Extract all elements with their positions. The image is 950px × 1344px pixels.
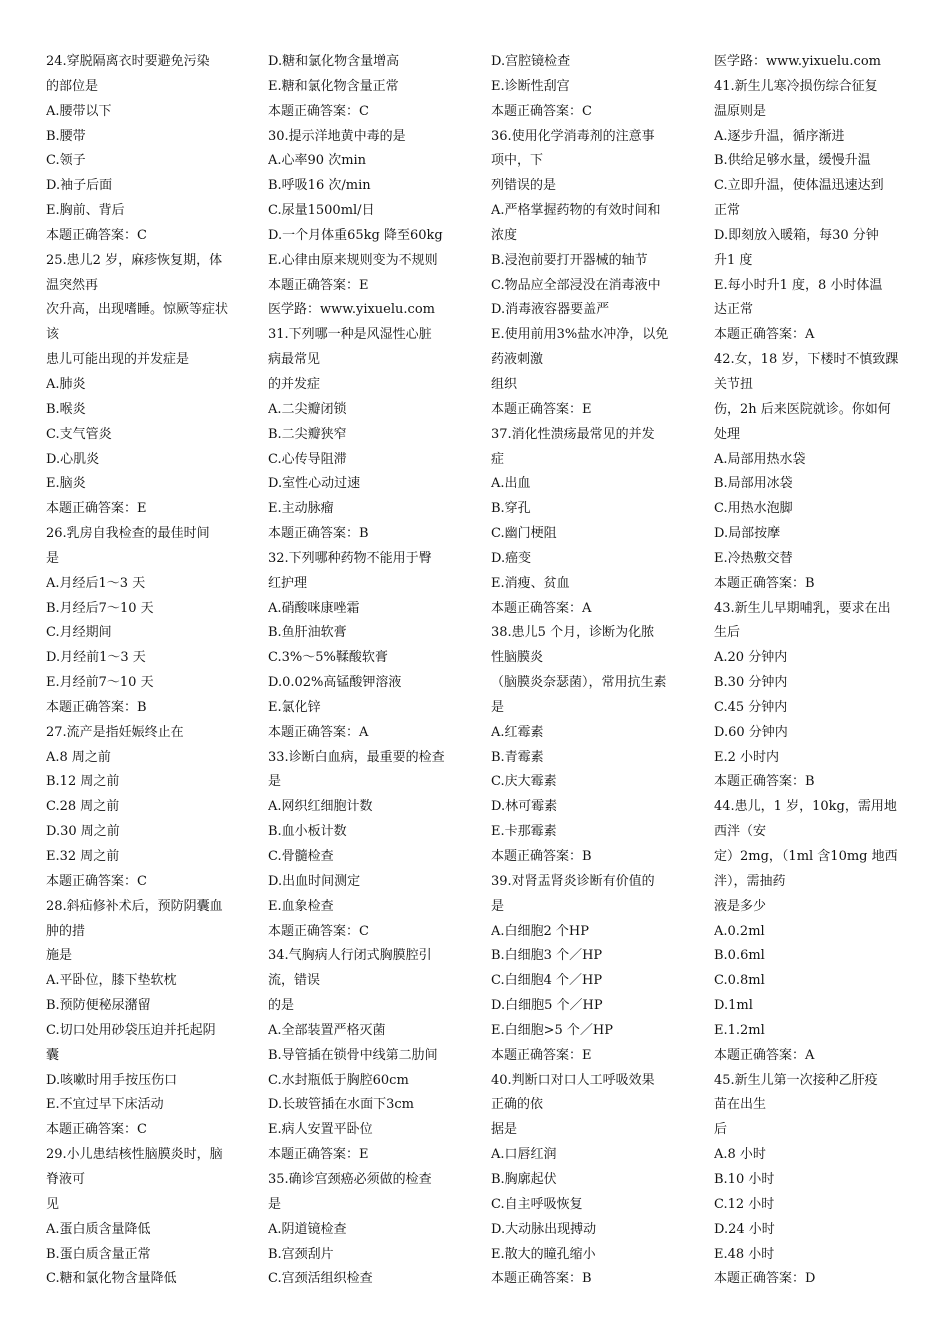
text-line: 42.女，18 岁，下楼时不慎致踝 [714, 352, 899, 368]
text-line: 浓度 [491, 227, 518, 243]
text-line: D.糖和氯化物含量增高 [268, 54, 400, 69]
text-line: 温原则是 [714, 103, 767, 119]
text-line: 见 [46, 1196, 60, 1212]
text-line: D.癌变 [491, 550, 532, 566]
text-line: A.蛋白质含量降低 [46, 1221, 151, 1237]
text-line: E.氯化锌 [268, 699, 321, 715]
text-line: E.糖和氯化物含量正常 [268, 78, 399, 94]
text-line: E.每小时升1 度，8 小时体温 [714, 277, 883, 293]
text-line: 项中，下 [491, 153, 544, 169]
text-line: E.诊断性刮宫 [491, 78, 570, 94]
text-line: C.领子 [46, 153, 86, 169]
text-line: 25.患儿2 岁，麻疹恢复期，体 [46, 252, 223, 268]
text-line: B.月经后7～10 天 [46, 600, 154, 616]
text-line: 红护理 [268, 575, 308, 591]
text-line: E.不宜过早下床活动 [46, 1097, 164, 1113]
text-line: A.局部用热水袋 [714, 451, 806, 467]
text-line: D.局部按摩 [714, 526, 781, 542]
text-line: E.48 小时 [714, 1246, 775, 1262]
text-line: 正确的依 [491, 1097, 544, 1113]
text-line: C.幽门梗阻 [491, 526, 557, 542]
text-line: 医学路：www.yixuelu.com [268, 302, 435, 318]
text-column-2 [268, 50, 486, 1292]
text-line: B.二尖瓣狭窄 [268, 426, 347, 442]
text-line: 处理 [714, 426, 741, 442]
text-line: 36.使用化学消毒剂的注意事 [491, 128, 655, 144]
text-line: D.消毒液容器要盖严 [491, 302, 610, 318]
text-line: C.骨髓检查 [268, 849, 334, 864]
text-line: 肿的措 [46, 923, 86, 939]
text-line: B.喉炎 [46, 401, 86, 417]
text-line: D.林可霉素 [491, 799, 558, 815]
text-line: 34.气胸病人行闭式胸膜腔引 [268, 948, 432, 964]
text-line: E.病人安置平卧位 [268, 1122, 373, 1138]
text-line: A.阴道镜检查 [268, 1221, 347, 1237]
text-line: C.糖和氯化物含量降低 [46, 1271, 177, 1287]
text-line: A.8 周之前 [46, 749, 111, 765]
text-line: E.32 周之前 [46, 849, 120, 864]
text-line: B.青霉素 [491, 749, 544, 765]
text-line: A.8 小时 [714, 1147, 766, 1163]
text-line: E.主动脉瘤 [268, 501, 334, 517]
text-line: 39.对肾盂肾炎诊断有价值的 [491, 873, 655, 889]
text-line: C.切口处用砂袋压迫并托起阴 [46, 1022, 216, 1038]
text-line: 液是多少 [714, 898, 767, 914]
text-line: B.血小板计数 [268, 824, 347, 840]
text-line: 囊 [46, 1047, 60, 1063]
text-line: 是 [46, 550, 60, 566]
text-line: 次升高，出现嗜睡。惊厥等症状 [46, 302, 229, 318]
text-line: 本题正确答案：B [46, 699, 147, 715]
text-line: A.全部装置严格灭菌 [268, 1022, 386, 1038]
text-line: 本题正确答案：B [491, 849, 592, 864]
text-line: 的部位是 [46, 78, 99, 94]
text-line: C.自主呼吸恢复 [491, 1196, 583, 1212]
text-line: 37.消化性溃疡最常见的并发 [491, 426, 655, 442]
text-line: 流，错误 [268, 973, 321, 989]
text-line: 30.提示洋地黄中毒的是 [268, 128, 406, 144]
text-line: B.12 周之前 [46, 774, 120, 790]
text-line: E.冷热敷交替 [714, 550, 793, 566]
text-line: 的是 [268, 998, 295, 1014]
text-line: 脊液可 [46, 1171, 86, 1187]
text-line: 本题正确答案：B [714, 575, 815, 591]
text-line: 患儿可能出现的并发症是 [46, 352, 190, 368]
text-line: C.45 分钟内 [714, 699, 788, 715]
text-line: 35.确诊宫颈癌必须做的检查 [268, 1171, 432, 1187]
text-line: B.腰带 [46, 128, 86, 144]
text-line: A.严格掌握药物的有效时间和 [491, 203, 661, 219]
text-column-3 [491, 50, 709, 1292]
text-line: C.尿量1500ml/日 [268, 203, 375, 219]
text-line: 26.乳房自我检查的最佳时间 [46, 526, 210, 542]
text-line: B.0.6ml [714, 948, 765, 964]
text-line: 本题正确答案：C [46, 227, 147, 243]
text-line: E.血象检查 [268, 898, 334, 914]
text-line: A.出血 [491, 476, 531, 492]
text-line: C.宫颈活组织检查 [268, 1271, 373, 1287]
text-line: D.心肌炎 [46, 451, 100, 467]
text-line: E.使用前用3%盐水冲净，以免 [491, 327, 669, 343]
text-line: A.网织红细胞计数 [268, 799, 373, 815]
text-line: E.卡那霉素 [491, 824, 557, 840]
text-line: B.鱼肝油软膏 [268, 625, 347, 641]
text-line: 组织 [491, 376, 518, 392]
text-line: B.胸廓起伏 [491, 1171, 557, 1187]
text-line: D.咳嗽时用手按压伤口 [46, 1072, 178, 1088]
text-line: 本题正确答案：B [491, 1271, 592, 1287]
text-line: 列错误的是 [491, 178, 557, 194]
text-line: B.宫颈刮片 [268, 1246, 334, 1262]
text-line: A.逐步升温，循序渐进 [714, 128, 845, 144]
text-line: 本题正确答案：E [268, 277, 369, 293]
text-line: C.28 周之前 [46, 799, 120, 815]
text-line: D.即刻放入暖箱，每30 分钟 [714, 227, 879, 243]
text-line: 该 [46, 327, 60, 343]
text-line: D.白细胞5 个／HP [491, 998, 603, 1014]
text-line: C.庆大霉素 [491, 774, 557, 790]
text-line: D.出血时间测定 [268, 873, 361, 889]
text-line: A.20 分钟内 [714, 650, 788, 666]
text-line: D.一个月体重65kg 降至60kg [268, 227, 443, 243]
text-line: 的并发症 [268, 376, 321, 392]
text-line: 本题正确答案：C [268, 923, 369, 939]
text-line: A.心率90 次min [268, 153, 367, 169]
text-line: 据是 [491, 1122, 518, 1138]
text-line: A.二尖瓣闭锁 [268, 401, 347, 417]
text-line: C.立即升温，使体温迅速达到 [714, 178, 884, 194]
text-line: C.物品应全部浸没在消毒液中 [491, 277, 661, 293]
text-line: E.月经前7～10 天 [46, 675, 154, 691]
text-line: A.硝酸咪康唑霜 [268, 600, 360, 616]
text-line: D.1ml [714, 998, 753, 1014]
text-line: 44.患儿，1 岁，10kg，需用地 [714, 799, 897, 815]
text-line: 医学路：www.yixuelu.com [714, 54, 881, 69]
text-line: E.1.2ml [714, 1022, 765, 1038]
text-column-1 [46, 50, 264, 1292]
text-line: 温突然再 [46, 277, 99, 293]
text-line: 本题正确答案：C [268, 103, 369, 119]
text-line: 本题正确答案：C [46, 873, 147, 889]
text-line: 是 [491, 898, 505, 914]
text-line: 本题正确答案：C [46, 1122, 147, 1138]
text-line: 40.判断口对口人工呼吸效果 [491, 1072, 655, 1088]
text-line: 43.新生儿早期哺乳，要求在出 [714, 600, 891, 616]
text-line: 本题正确答案：B [268, 526, 369, 542]
text-line: 本题正确答案：E [491, 1047, 592, 1063]
text-line: C.水封瓶低于胸腔60cm [268, 1072, 409, 1088]
text-line: A.白细胞2 个HP [491, 923, 590, 939]
text-line: C.心传导阻滞 [268, 451, 347, 467]
text-line: 24.穿脱隔离衣时要避免污染 [46, 54, 210, 69]
text-line: A.肺炎 [46, 376, 86, 392]
text-line: A.腰带以下 [46, 103, 112, 119]
text-line: D.室性心动过速 [268, 476, 361, 492]
text-line: D.24 小时 [714, 1221, 775, 1237]
text-line: A.月经后1～3 天 [46, 575, 146, 591]
text-line: A.平卧位，膝下垫软枕 [46, 973, 177, 989]
text-line: D.袖子后面 [46, 178, 113, 194]
text-line: 伤，2h 后来医院就诊。你如何 [714, 401, 891, 417]
text-line: 升1 度 [714, 252, 753, 268]
text-line: 关节扭 [714, 376, 754, 392]
text-line: B.导管插在锁骨中线第二肋间 [268, 1047, 438, 1063]
text-line: 泮），需抽药 [714, 873, 786, 889]
text-line: B.供给足够水量，缓慢升温 [714, 153, 871, 169]
text-line: 后 [714, 1122, 728, 1138]
text-line: 本题正确答案：A [268, 724, 369, 740]
text-line: B.30 分钟内 [714, 675, 788, 691]
text-line: 28.斜疝修补术后，预防阴囊血 [46, 898, 223, 914]
text-line: E.散大的瞳孔缩小 [491, 1246, 596, 1262]
text-line: C.0.8ml [714, 973, 765, 989]
text-line: 本题正确答案：E [268, 1147, 369, 1163]
text-line: C.12 小时 [714, 1196, 775, 1212]
text-line: C.白细胞4 个／HP [491, 973, 603, 989]
text-line: 29.小儿患结核性脑膜炎时，脑 [46, 1147, 223, 1163]
text-line: （脑膜炎奈瑟菌），常用抗生素 [491, 675, 667, 691]
text-line: 本题正确答案：E [491, 401, 592, 417]
text-line: A.口唇红润 [491, 1147, 557, 1163]
text-line: 性脑膜炎 [491, 650, 544, 666]
text-line: 苗在出生 [714, 1097, 767, 1113]
text-line: B.预防便秘尿潴留 [46, 998, 151, 1014]
text-line: 生后 [714, 625, 741, 641]
text-line: A.0.2ml [714, 923, 765, 939]
text-line: 27.流产是指妊娠终止在 [46, 724, 184, 740]
text-line: A.红霉素 [491, 724, 544, 740]
text-line: 病最常见 [268, 352, 321, 368]
text-line: 是 [268, 774, 282, 790]
text-line: 西泮（安 [714, 824, 767, 840]
text-line: D.0.02%高锰酸钾溶液 [268, 675, 402, 691]
text-line: 32.下列哪种药物不能用于臀 [268, 550, 432, 566]
text-line: B.蛋白质含量正常 [46, 1246, 151, 1262]
text-line: 本题正确答案：A [714, 327, 815, 343]
text-line: B.局部用冰袋 [714, 476, 793, 492]
text-column-4 [714, 50, 932, 1292]
text-line: 定）2mg，（1ml 含10mg 地西 [714, 849, 898, 864]
text-line: 症 [491, 451, 505, 467]
text-line: 本题正确答案：A [491, 600, 592, 616]
text-line: B.穿孔 [491, 501, 531, 517]
text-line: 本题正确答案：D [714, 1271, 816, 1287]
text-line: 是 [491, 699, 505, 715]
text-line: C.3%～5%鞣酸软膏 [268, 650, 388, 666]
text-line: 本题正确答案：C [491, 103, 592, 119]
text-line: E.白细胞>5 个／HP [491, 1022, 614, 1038]
text-line: 本题正确答案：B [714, 774, 815, 790]
text-line: D.30 周之前 [46, 824, 120, 840]
text-line: D.大动脉出现搏动 [491, 1221, 597, 1237]
text-line: C.用热水泡脚 [714, 501, 793, 517]
text-line: E.心律由原来规则变为不规则 [268, 252, 438, 268]
text-line: E.胸前、背后 [46, 203, 125, 219]
text-line: E.消瘦、贫血 [491, 575, 570, 591]
text-line: 33.诊断白血病，最重要的检查 [268, 749, 445, 765]
text-line: 41.新生儿寒冷损伤综合征复 [714, 78, 878, 94]
text-line: 达正常 [714, 302, 754, 318]
text-line: 本题正确答案：A [714, 1047, 815, 1063]
text-line: 本题正确答案：E [46, 501, 147, 517]
text-line: 正常 [714, 203, 741, 219]
text-line: 31.下列哪一种是风湿性心脏 [268, 327, 432, 343]
text-line: B.浸泡前要打开器械的轴节 [491, 252, 648, 268]
text-line: D.长玻管插在水面下3cm [268, 1097, 414, 1113]
text-line: E.2 小时内 [714, 749, 780, 765]
text-line: 是 [268, 1196, 282, 1212]
text-line: E.脑炎 [46, 476, 86, 492]
text-line: D.宫腔镜检查 [491, 54, 571, 69]
text-line: 施是 [46, 948, 73, 964]
text-line: 45.新生儿第一次接种乙肝疫 [714, 1072, 878, 1088]
text-line: B.10 小时 [714, 1171, 775, 1187]
text-line: C.支气管炎 [46, 426, 112, 442]
text-line: D.月经前1～3 天 [46, 650, 146, 666]
text-line: B.白细胞3 个／HP [491, 948, 603, 964]
text-line: 38.患儿5 个月，诊断为化脓 [491, 625, 655, 641]
text-line: 药液刺激 [491, 352, 544, 368]
text-line: C.月经期间 [46, 625, 112, 641]
text-line: D.60 分钟内 [714, 724, 788, 740]
text-line: B.呼吸16 次/min [268, 178, 371, 194]
